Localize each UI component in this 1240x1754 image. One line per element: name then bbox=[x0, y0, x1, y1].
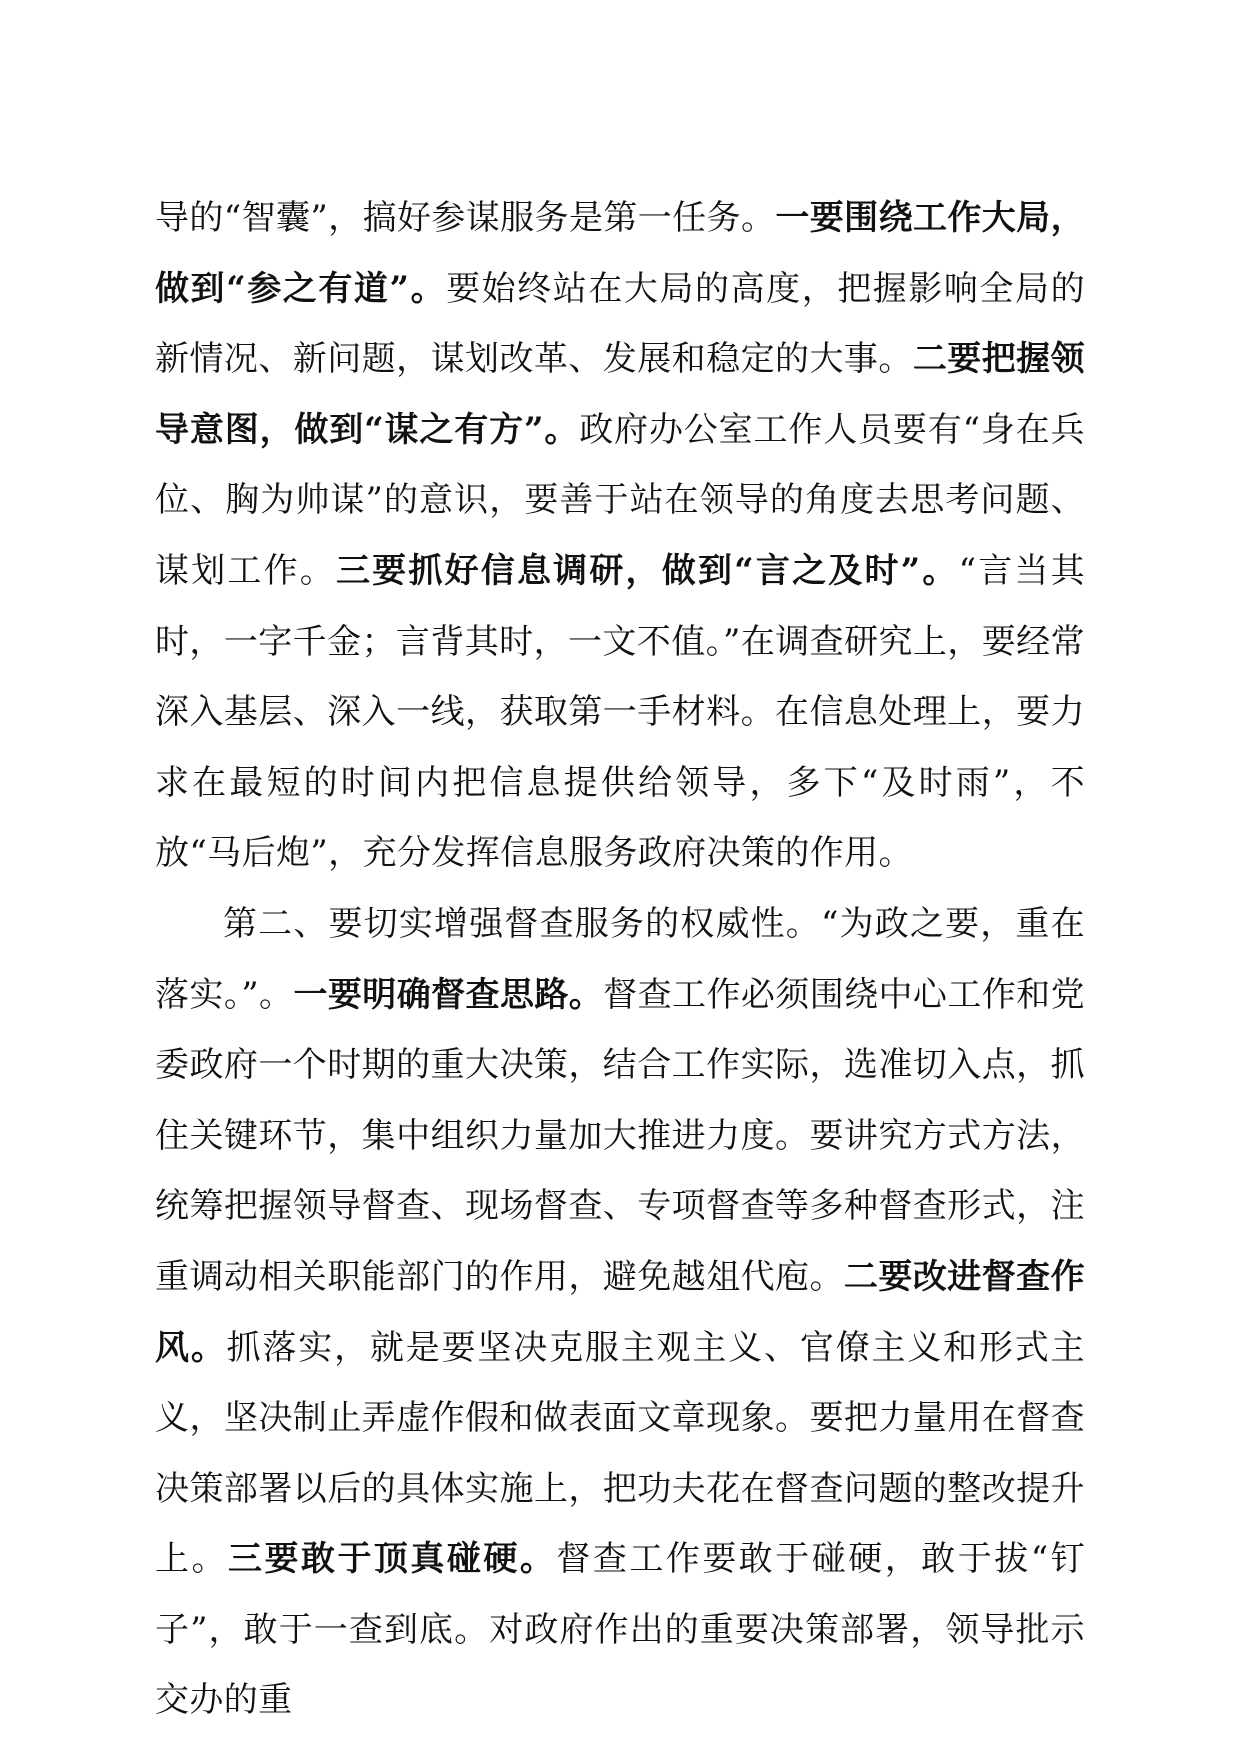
text-segment: 政府办公室工作人员要有“身在兵位、胸为帅谋”的意识，要善于站在领导的角度去思考问题、谋划工作。 bbox=[155, 409, 1085, 591]
section-heading: 第二、要切实增强督查服务的权威性。“为政之要，重在落实。”。 bbox=[155, 903, 1085, 1015]
text-segment: 导的“智囊”，搞好参谋服务是第一任务。 bbox=[155, 198, 776, 238]
bold-heading-5: 二要改进督查作风。 bbox=[155, 1256, 1085, 1368]
text-segment: “言当其时，一字千金；言背其时，一文不值。”在调查研究上，要经常深入基层、深入一线，获取第一手材料。在信息处理上，要力求在最短的时间内把信息提供给领导，多下“及时雨”，不放“马后炮”，充分发挥信息服务政府决策的作用。 bbox=[155, 550, 1086, 874]
bold-heading-1: 一要围绕工作大局，做到“参之有道”。 bbox=[155, 198, 1085, 309]
body-text bbox=[155, 183, 1085, 1736]
bold-heading-4: 一要明确督查思路。 bbox=[293, 974, 604, 1015]
text-segment: 要始终站在大局的高度，把握影响全局的新情况、新问题，谋划改革、发展和稳定的大事。 bbox=[155, 268, 1085, 380]
text-segment: 督查工作必须围绕中心工作和党委政府一个时期的重大决策，结合工作实际，选准切入点，抓住关键环节，集中组织力量加大推进力度。要讲究方式方法，统筹把握领导督查、现场督查、专项督查等多种督查形式，注重调动相关职能部门的作用，避免越俎代庖。 bbox=[155, 974, 1085, 1297]
text-segment: 抓落实，就是要坚决克服主观主义、官僚主义和形式主义，坚决制止弄虚作假和做表面文章现象。要把力量用在督查决策部署以后的具体实施上，把功夫花在督查问题的整改提升上。 bbox=[155, 1327, 1085, 1580]
text-segment: 督查工作要敢于碰硬，敢于拔“钉子”，敢于一查到底。对政府作出的重要决策部署，领导批示交办的重 bbox=[155, 1539, 1085, 1721]
paragraph-1 bbox=[155, 183, 1085, 889]
bold-heading-6: 三要敢于顶真碰硬。 bbox=[227, 1539, 557, 1580]
bold-heading-3: 三要抓好信息调研，做到“言之及时”。 bbox=[335, 550, 959, 591]
bold-heading-2: 二要把握领导意图，做到“谋之有方”。 bbox=[155, 339, 1085, 450]
paragraph-2 bbox=[155, 889, 1085, 1736]
